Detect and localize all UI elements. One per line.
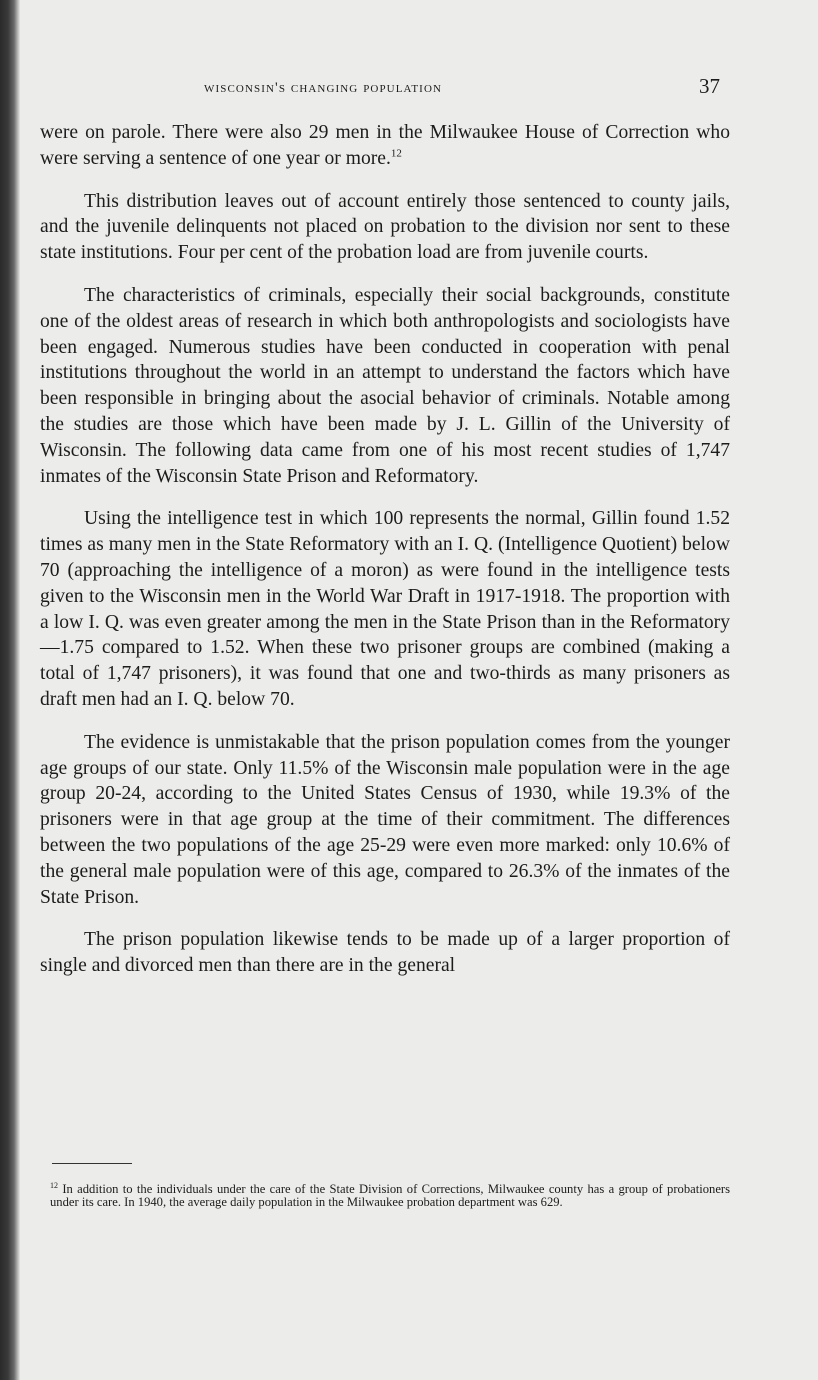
footnote <box>50 1180 730 1210</box>
paragraph-1 <box>40 120 730 172</box>
footnote-number: 12 <box>50 1180 58 1190</box>
paragraph-3: The characteristics of criminals, especially their social backgrounds, constitute one of the oldest areas of research in which both anthropologists and sociologists have been engaged. Numerous studies have been conducted in cooperation with penal institutions throughout the world in an attempt to understand the factors which have been responsible in bringing about the asocial behavior of criminals. Notable among the studies are those which have been made by J. L. Gillin of the University of Wisconsin. The following data came from one of his most recent studies of 1,747 inmates of the Wisconsin State Prison and Reformatory. <box>40 284 730 487</box>
paragraph-5: The evidence is unmistakable that the prison population comes from the younger age groups of our state. Only 11.5% of the Wisconsin male population were in the age group 20-24, according to the United States Census of 1930, while 19.3% of the prisoners were in that age group at the time of their commitment. The differences between the two populations of the age 25-29 were even more marked: only 10.6% of the general male population were of this age, compared to 26.3% of the inmates of the State Prison. <box>40 731 730 908</box>
paragraph-1-text: were on parole. There were also 29 men in the Milwaukee House of Correction who were serving a sentence of one year or more. <box>40 122 730 169</box>
running-head <box>40 74 732 102</box>
book-page <box>40 0 732 1380</box>
footnote-divider <box>52 1163 132 1164</box>
page-number: 37 <box>699 74 720 98</box>
paragraph-2: This distribution leaves out of account entirely those sentenced to county jails, and the juvenile delinquents not placed on probation to the division nor sent to these state institutions. Four per cent of the probation load are from juvenile courts. <box>40 190 730 264</box>
running-title: wisconsin's changing population <box>204 80 443 96</box>
paragraph-6: The prison population likewise tends to be made up of a larger proportion of single and divorced men than there are in the general <box>40 929 730 977</box>
page-binding-edge <box>0 0 20 1380</box>
footnote-reference[interactable]: 12 <box>390 147 402 160</box>
body-text <box>40 120 730 996</box>
paragraph-4: Using the intelligence test in which 100 represents the normal, Gillin found 1.52 times as many men in the State Reformatory with an I. Q. (Intelligence Quotient) below 70 (approaching the intelligence of a moron) as were found in the intelligence tests given to the Wisconsin men in the World War Draft in 1917-1918. The proportion with a low I. Q. was even greater among the men in the State Prison than in the Reformatory—1.75 compared to 1.52. When these two prisoner groups are combined (making a total of 1,747 prisoners), it was found that one and two-thirds as many prisoners as draft men had an I. Q. below 70. <box>40 508 730 710</box>
footnote-text: In addition to the individuals under the care of the State Division of Corrections, Milwaukee county has a group of probationers under its care. In 1940, the average daily population in the Milwaukee probation department was 629. <box>50 1181 730 1210</box>
